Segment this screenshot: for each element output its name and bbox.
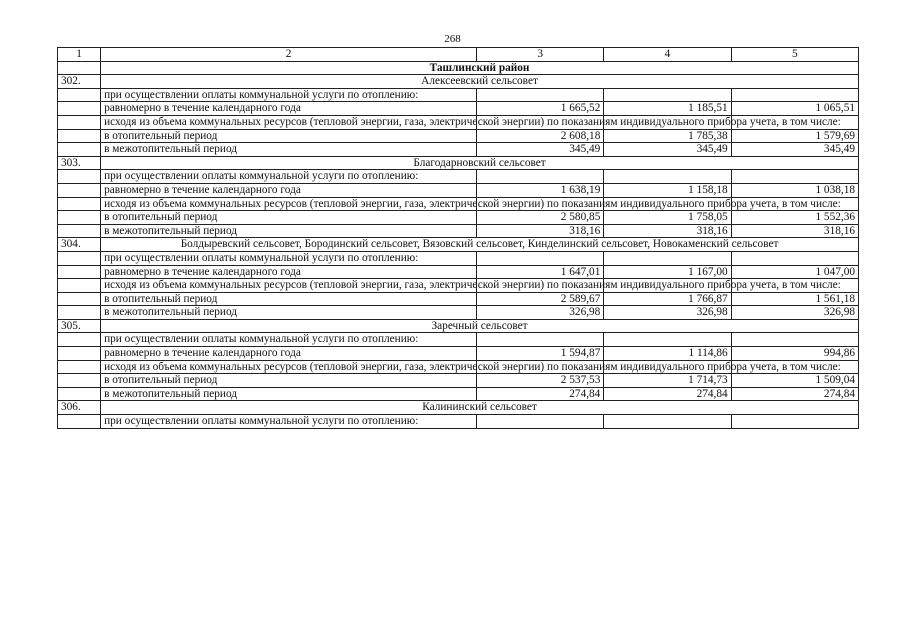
off-heating-period-row <box>58 143 859 157</box>
section-number: 303. <box>58 156 101 170</box>
empty-num-cell <box>58 224 101 238</box>
tariff-table <box>57 47 859 429</box>
even-payment-row <box>58 183 859 197</box>
header-cell-1: 1 <box>58 48 101 62</box>
row-label: при осуществлении оплаты коммунальной услуги по отоплению: <box>101 170 477 184</box>
section-header-row <box>58 75 859 89</box>
heating-intro-row <box>58 251 859 265</box>
meter-based-row <box>58 197 859 211</box>
row-label: в отопительный период <box>101 211 477 225</box>
row-label: равномерно в течение календарного года <box>101 265 477 279</box>
value-col-5: 1 065,51 <box>731 102 858 116</box>
value-col-5: 326,98 <box>731 306 858 320</box>
value-col-5: 994,86 <box>731 347 858 361</box>
heating-period-row <box>58 211 859 225</box>
value-col-5: 1 509,04 <box>731 374 858 388</box>
row-label: в межотопительный период <box>101 306 477 320</box>
value-col-3: 2 608,18 <box>477 129 604 143</box>
empty-num-cell <box>58 387 101 401</box>
empty-num-cell <box>58 143 101 157</box>
value-col-3: 326,98 <box>477 306 604 320</box>
value-col-4: 1 185,51 <box>604 102 731 116</box>
row-label: равномерно в течение календарного года <box>101 347 477 361</box>
value-col-4 <box>604 415 731 429</box>
header-cell-4: 4 <box>604 48 731 62</box>
row-label: при осуществлении оплаты коммунальной услуги по отоплению: <box>101 333 477 347</box>
value-col-5 <box>731 88 858 102</box>
value-col-5: 345,49 <box>731 143 858 157</box>
section-name: Благодарновский сельсовет <box>101 156 859 170</box>
row-label: в отопительный период <box>101 292 477 306</box>
value-col-3: 274,84 <box>477 387 604 401</box>
empty-num-cell <box>58 347 101 361</box>
row-label: в межотопительный период <box>101 143 477 157</box>
empty-num-cell <box>58 170 101 184</box>
empty-num-cell <box>58 374 101 388</box>
value-col-4: 1 167,00 <box>604 265 731 279</box>
even-payment-row <box>58 347 859 361</box>
heating-intro-row <box>58 88 859 102</box>
value-col-4 <box>604 88 731 102</box>
header-cell-5: 5 <box>731 48 858 62</box>
value-col-3 <box>477 415 604 429</box>
empty-num-cell <box>58 115 101 129</box>
row-label: в отопительный период <box>101 374 477 388</box>
row-label: при осуществлении оплаты коммунальной услуги по отоплению: <box>101 88 477 102</box>
value-col-4: 274,84 <box>604 387 731 401</box>
empty-num-cell <box>58 102 101 116</box>
section-header-row <box>58 156 859 170</box>
heating-period-row <box>58 292 859 306</box>
empty-num-cell <box>58 360 101 374</box>
value-col-3: 318,16 <box>477 224 604 238</box>
value-col-3 <box>477 88 604 102</box>
empty-num-cell <box>58 415 101 429</box>
row-label: в межотопительный период <box>101 387 477 401</box>
value-col-3: 345,49 <box>477 143 604 157</box>
value-col-4: 1 714,73 <box>604 374 731 388</box>
empty-num-cell <box>58 306 101 320</box>
value-col-5: 1 561,18 <box>731 292 858 306</box>
row-label: в отопительный период <box>101 129 477 143</box>
region-row <box>58 61 859 75</box>
empty-num-cell <box>58 292 101 306</box>
even-payment-row <box>58 102 859 116</box>
value-col-5: 274,84 <box>731 387 858 401</box>
value-col-4: 318,16 <box>604 224 731 238</box>
page-number: 268 <box>444 33 461 45</box>
value-col-5: 1 579,69 <box>731 129 858 143</box>
value-col-4: 326,98 <box>604 306 731 320</box>
value-col-4: 1 758,05 <box>604 211 731 225</box>
section-name: Алексеевский сельсовет <box>101 75 859 89</box>
empty-num-cell <box>58 88 101 102</box>
empty-num-cell <box>58 197 101 211</box>
section-name: Болдыревский сельсовет, Бородинский сельсовет, Вязовский сельсовет, Кинделинский сельсовет, Новокаменский сельсовет <box>101 238 859 252</box>
row-label: равномерно в течение календарного года <box>101 183 477 197</box>
empty-num-cell <box>58 211 101 225</box>
value-col-5: 1 047,00 <box>731 265 858 279</box>
value-col-4 <box>604 333 731 347</box>
value-col-3 <box>477 170 604 184</box>
heating-intro-row <box>58 170 859 184</box>
off-heating-period-row <box>58 224 859 238</box>
row-label: исходя из объема коммунальных ресурсов (тепловой энергии, газа, электрической энергии) по показаниям индивидуального прибора учета, в том числе: <box>101 115 477 129</box>
meter-based-row <box>58 115 859 129</box>
value-col-3: 1 594,87 <box>477 347 604 361</box>
header-cell-2: 2 <box>101 48 477 62</box>
meter-based-row <box>58 360 859 374</box>
empty-num-cell <box>58 129 101 143</box>
row-label: при осуществлении оплаты коммунальной услуги по отоплению: <box>101 251 477 265</box>
heating-period-row <box>58 374 859 388</box>
section-number: 302. <box>58 75 101 89</box>
row-label: в межотопительный период <box>101 224 477 238</box>
value-col-4: 1 158,18 <box>604 183 731 197</box>
empty-num-cell <box>58 183 101 197</box>
value-col-3 <box>477 251 604 265</box>
section-header-row <box>58 238 859 252</box>
value-col-4 <box>604 170 731 184</box>
region-num-cell <box>58 61 101 75</box>
heating-intro-row <box>58 333 859 347</box>
value-col-5: 318,16 <box>731 224 858 238</box>
value-col-3 <box>477 333 604 347</box>
value-col-3: 2 537,53 <box>477 374 604 388</box>
value-col-5 <box>731 251 858 265</box>
row-label: исходя из объема коммунальных ресурсов (тепловой энергии, газа, электрической энергии) по показаниям индивидуального прибора учета, в том числе: <box>101 360 477 374</box>
value-col-5 <box>731 333 858 347</box>
empty-num-cell <box>58 279 101 293</box>
section-name: Заречный сельсовет <box>101 319 859 333</box>
value-col-3: 1 638,19 <box>477 183 604 197</box>
row-label: при осуществлении оплаты коммунальной услуги по отоплению: <box>101 415 477 429</box>
value-col-4: 345,49 <box>604 143 731 157</box>
off-heating-period-row <box>58 387 859 401</box>
value-col-4: 1 114,86 <box>604 347 731 361</box>
value-col-4: 1 766,87 <box>604 292 731 306</box>
section-number: 304. <box>58 238 101 252</box>
row-label: равномерно в течение календарного года <box>101 102 477 116</box>
section-number: 306. <box>58 401 101 415</box>
region-title: Ташлинский район <box>101 61 859 75</box>
value-col-5 <box>731 170 858 184</box>
value-col-3: 2 580,85 <box>477 211 604 225</box>
empty-num-cell <box>58 265 101 279</box>
section-name: Калининский сельсовет <box>101 401 859 415</box>
value-col-3: 1 665,52 <box>477 102 604 116</box>
off-heating-period-row <box>58 306 859 320</box>
value-col-4 <box>604 251 731 265</box>
value-col-3: 1 647,01 <box>477 265 604 279</box>
row-label: исходя из объема коммунальных ресурсов (тепловой энергии, газа, электрической энергии) по показаниям индивидуального прибора учета, в том числе: <box>101 197 477 211</box>
row-label: исходя из объема коммунальных ресурсов (тепловой энергии, газа, электрической энергии) по показаниям индивидуального прибора учета, в том числе: <box>101 279 477 293</box>
value-col-5: 1 038,18 <box>731 183 858 197</box>
heating-period-row <box>58 129 859 143</box>
header-cell-3: 3 <box>477 48 604 62</box>
meter-based-row <box>58 279 859 293</box>
empty-num-cell <box>58 251 101 265</box>
value-col-3: 2 589,67 <box>477 292 604 306</box>
heating-intro-row <box>58 415 859 429</box>
even-payment-row <box>58 265 859 279</box>
section-header-row <box>58 319 859 333</box>
table-header-row <box>58 48 859 62</box>
section-number: 305. <box>58 319 101 333</box>
value-col-5: 1 552,36 <box>731 211 858 225</box>
section-header-row <box>58 401 859 415</box>
value-col-4: 1 785,38 <box>604 129 731 143</box>
value-col-5 <box>731 415 858 429</box>
empty-num-cell <box>58 333 101 347</box>
